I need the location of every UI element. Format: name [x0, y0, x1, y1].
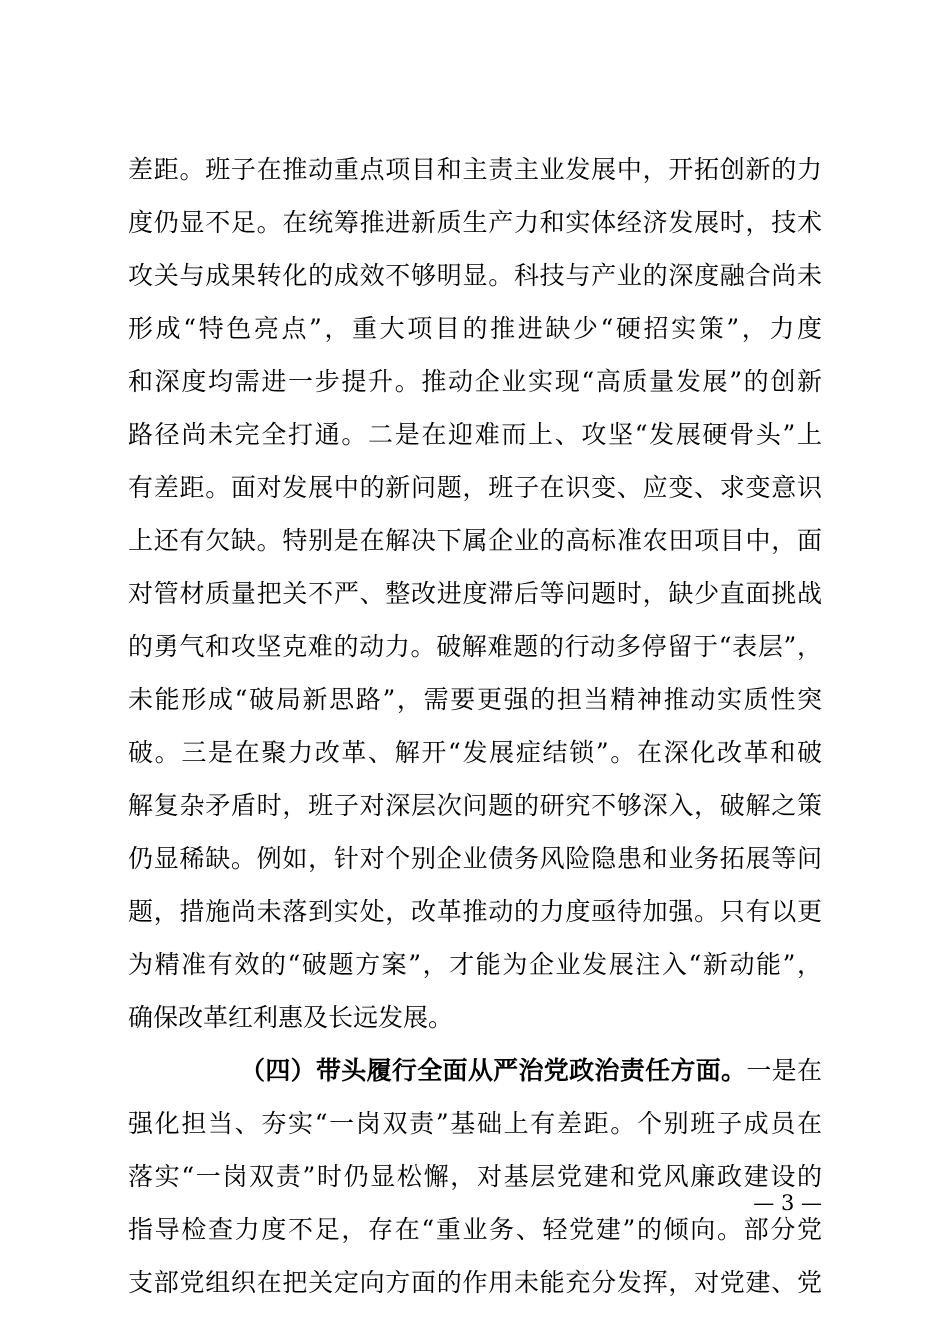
section-4-line-4: 指导检查力度不足，存在“重业务、轻党建”的倾向。部分党 [128, 1215, 822, 1244]
section-4-line-2: 强化担当、夯实“一岗双责”基础上有差距。个别班子成员在 [128, 1109, 822, 1138]
body-line-6: 路径尚未完全打通。二是在迎难而上、攻坚“发展硬骨头”上 [128, 420, 822, 449]
body-line-12: 破。三是在聚力改革、解开“发展症结锁”。在深化改革和破 [128, 738, 822, 767]
section-4-heading: （四）带头履行全面从严治党政治责任方面。 [240, 1056, 747, 1085]
section-4-first-line [240, 1051, 822, 1091]
body-line-1: 差距。班子在推动重点项目和主责主业发展中，开拓创新的力 [128, 155, 822, 184]
body-line-3: 攻关与成果转化的成效不够明显。科技与产业的深度融合尚未 [128, 261, 822, 290]
section-4-line-3: 落实“一岗双责”时仍显松懈，对基层党建和党风廉政建设的 [128, 1162, 822, 1191]
body-line-15: 题，措施尚未落到实处，改革推动的力度亟待加强。只有以更 [128, 897, 822, 926]
body-line-4: 形成“特色亮点”，重大项目的推进缺少“硬招实策”，力度 [128, 314, 822, 343]
page-number: — 3 — [753, 1191, 822, 1215]
body-line-7: 有差距。面对发展中的新问题，班子在识变、应变、求变意识 [128, 473, 822, 502]
body-line-13: 解复杂矛盾时，班子对深层次问题的研究不够深入，破解之策 [128, 791, 822, 820]
body-line-11: 未能形成“破局新思路”，需要更强的担当精神推动实质性突 [128, 685, 822, 714]
section-4-line-5: 支部党组织在把关定向方面的作用未能充分发挥，对党建、党 [128, 1268, 822, 1297]
body-line-16: 为精准有效的“破题方案”，才能为企业发展注入“新动能”， [128, 950, 822, 979]
section-4-first-line-rest: 一是在 [746, 1056, 822, 1085]
body-line-17: 确保改革红利惠及长远发展。 [128, 1003, 454, 1032]
body-line-10: 的勇气和攻坚克难的动力。破解难题的行动多停留于“表层”， [128, 632, 822, 661]
body-line-14: 仍显稀缺。例如，针对个别企业债务风险隐患和业务拓展等问 [128, 844, 822, 873]
body-line-9: 对管材质量把关不严、整改进度滞后等问题时，缺少直面挑战 [128, 579, 822, 608]
body-line-8: 上还有欠缺。特别是在解决下属企业的高标准农田项目中，面 [128, 526, 822, 555]
body-line-2: 度仍显不足。在统筹推进新质生产力和实体经济发展时，技术 [128, 208, 822, 237]
body-line-5: 和深度均需进一步提升。推动企业实现“高质量发展”的创新 [128, 367, 822, 396]
